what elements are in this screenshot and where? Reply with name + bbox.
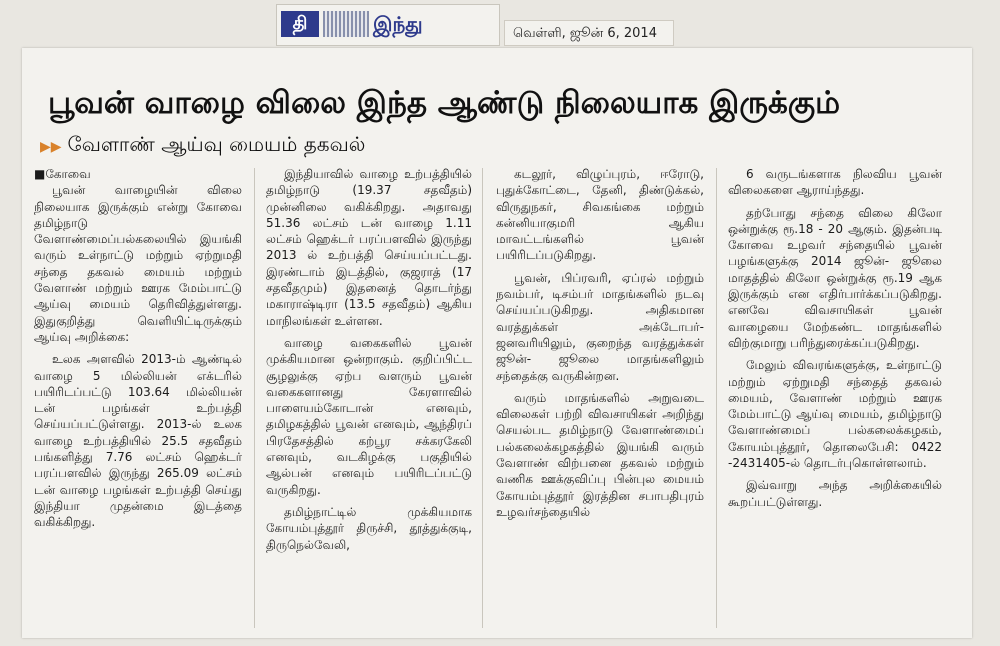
article-place: கோவை <box>45 167 91 181</box>
masthead <box>276 4 500 46</box>
column-rule <box>254 168 255 628</box>
article-paragraph: வரும் மாதங்களில் அறுவடை விலைகள் பற்றி விவசாயிகள் அறிந்து செயல்பட தமிழ்நாடு வேளாண்மைப் பல்கலைக்கழகத்தில் இயங்கி வரும் வேளாண் விற்பனை தகவல் மற்றும் வணிக ஊக்குவிப்பு பின்புல மையம் கோயம்புத்தூர் இரத்தின சபாபதிபுரம் உழவர்சந்தையில் <box>496 390 704 519</box>
article-paragraph: பூவன் வாழையின் விலை நிலையாக இருக்கும் என்று கோவை தமிழ்நாடு வேளாண்மைப்பல்கலையில் இயங்கி வரும் உள்நாட்டு மற்றும் ஏற்றுமதி சந்தை தகவல் மையம் மற்றும் வேளாண் மற்றும் ஊரக மேம்பாட்டு ஆய்வு மையம் தெரிவித்துள்ளது. இதுகுறித்து வெளியிட்டிருக்கும் ஆய்வு அறிக்கை: <box>34 183 242 344</box>
article-paragraph: கடலூர், விழுப்புரம், ஈரோடு, புதுக்கோட்டை, தேனி, திண்டுக்கல், விருதுநகர், சிவகங்கை மற்றும் கன்னியாகுமரி ஆகிய மாவட்டங்களில் பூவன் பயிரிடப்படுகிறது. <box>496 167 704 263</box>
article-column-2 <box>266 166 472 559</box>
logo-ti: தி <box>281 11 319 37</box>
square-bullet-icon: ■ <box>34 167 46 181</box>
article-paragraph: தற்போது சந்தை விலை கிலோ ஒன்றுக்கு ரூ.18 - 20 ஆகும். இதன்படி கோவை உழவர் சந்தையில் பூவன் பழங்களுக்கு 2014 ஜூன்- ஜூலை மாதத்தில் கிலோ ஒன்றுக்கு ரூ.19 ஆக இருக்கும் என எதிர்பார்க்கப்படுகிறது. எனவே விவசாயிகள் பூவன் வாழையை மேற்கண்ட மாதங்களில் விற்குமாறு பரிந்துரைக்கப்படுகிறது. <box>728 205 942 350</box>
article-column-3 <box>496 166 704 526</box>
article-column-1 <box>34 166 242 537</box>
article-paragraph: இந்தியாவில் வாழை உற்பத்தியில் தமிழ்நாடு (19.37 சதவீதம்) முன்னிலை வகிக்கிறது. அதாவது 51.36 லட்சம் டன் வாழை 1.11 லட்சம் ஹெக்டர் பரப்பளவில் இருந்து 2013 ல் உற்பத்தி செய்யப்பட்டது. இரண்டாம் இடத்தில், குஜராத் (17 சதவீதமும்) இதனைத் தொடர்ந்து மகாராஷ்டிரா (13.5 சதவீதம்) ஆகிய மாநிலங்கள் உள்ளன. <box>266 167 472 328</box>
article-dateline <box>34 166 242 182</box>
article-paragraph: 6 வருடங்களாக நிலவிய பூவன் விலைகளை ஆராய்ந்தது. <box>728 167 942 198</box>
column-rule <box>716 168 717 628</box>
publication-date: வெள்ளி, ஜூன் 6, 2014 <box>504 20 674 46</box>
article-paragraph: மேலும் விவரங்களுக்கு, உள்நாட்டு மற்றும் ஏற்றுமதி சந்தைத் தகவல் மையம், வேளாண் மற்றும் ஊரக மேம்பாட்டு ஆய்வு மையம், தமிழ்நாடு வேளாண்மைப் பல்கலைக்கழகம், கோயம்புத்தூர், தொலைபேசி: 0422 -2431405-ல் தொடர்புகொள்ளலாம். <box>728 358 942 471</box>
double-arrow-icon: ▶▶ <box>40 139 62 155</box>
article-paragraph: உலக அளவில் 2013-ம் ஆண்டில் வாழை 5 மில்லியன் எக்டரில் பயிரிடப்பட்டு 103.64 மில்லியன் டன் பழங்கள் உற்பத்தி செய்யப்பட்டுள்ளது. 2013-ல் உலக வாழை உற்பத்தியில் 25.5 சதவீதம் பங்களித்து 7.76 லட்சம் ஹெக்டர் பரப்பளவில் இருந்து 265.09 லட்சம் டன் வாழை பழங்கள் உற்பத்தி செய்து இந்தியா முதன்மை இடத்தை வகிக்கிறது. <box>34 352 242 530</box>
article-paragraph: தமிழ்நாட்டில் முக்கியமாக கோயம்புத்தூர் திருச்சி, தூத்துக்குடி, திருநெல்வேலி, <box>266 504 472 552</box>
column-rule <box>482 168 483 628</box>
article-column-4 <box>728 166 942 516</box>
headline: பூவன் வாழை விலை இந்த ஆண்டு நிலையாக இருக்கும் <box>48 85 841 121</box>
article-paragraph: வாழை வகைகளில் பூவன் முக்கியமான ஒன்றாகும். குறிப்பிட்ட சூழலுக்கு ஏற்ப வளரும் பூவன் வகைகளானது கேரளாவில் பாளையம்கோடான் எனவும், தமிழகத்தில் பூவன் எனவும், ஆந்திரப் பிரதேசத்தில் கற்பூர சக்கரகேலி எனவும், வடகிழக்கு பகுதியில் ஆல்பன் எனவும் பயிரிடப்பட்டு வருகிறது. <box>266 335 472 497</box>
article-paragraph: இவ்வாறு அந்த அறிக்கையில் கூறப்பட்டுள்ளது. <box>728 478 942 509</box>
subheadline-text: வேளாண் ஆய்வு மையம் தகவல் <box>67 132 366 156</box>
emblem-icon <box>323 11 369 37</box>
subheadline <box>40 128 470 160</box>
article-paragraph: பூவன், பிப்ரவரி, ஏப்ரல் மற்றும் நவம்பர், டிசம்பர் மாதங்களில் நடவு செய்யப்படுகிறது. அதிகமான வரத்துக்கள் அக்டோபர்- ஜனவரியிலும், குறைந்த வரத்துக்கள் ஜூன்- ஜூலை மாதங்களிலும் சந்தைக்கு வருகின்றன. <box>496 270 704 383</box>
logo-indhu: இந்து <box>373 12 423 36</box>
